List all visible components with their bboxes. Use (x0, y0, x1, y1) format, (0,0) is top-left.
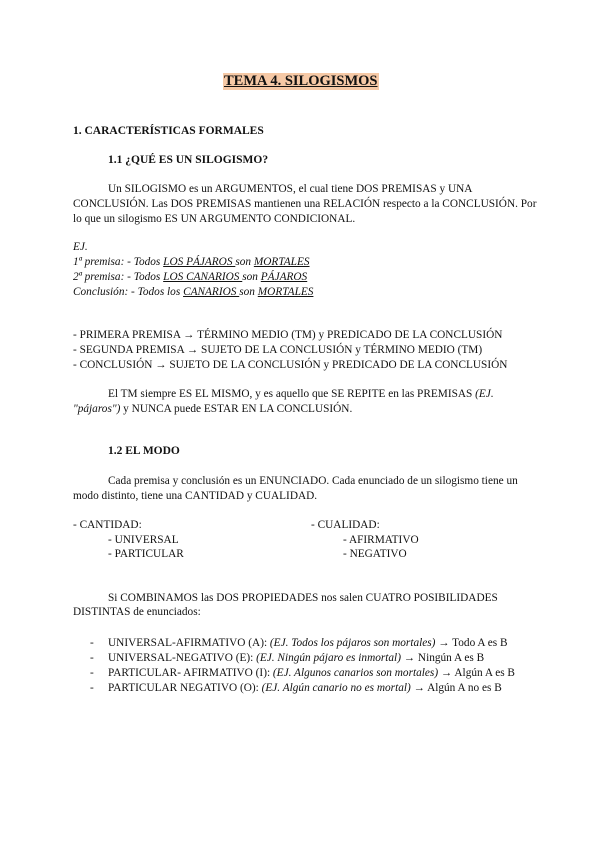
tm-paragraph-line: El TM siempre ES EL MISMO, y es aquello que SE REPITE en las PREMISAS (EJ. (108, 388, 494, 400)
role-line: - PRIMERA PREMISA → TÉRMINO MEDIO (TM) y PREDICADO DE LA CONCLUSIÓN (73, 329, 503, 341)
role-line: - CONCLUSIÓN → SUJETO DE LA CONCLUSIÓN y PREDICADO DE LA CONCLUSIÓN (73, 359, 508, 371)
paragraph-line: lo que un silogismo ES UN ARGUMENTO CONDICIONAL. (73, 213, 356, 225)
cualidad-item: - NEGATIVO (343, 548, 407, 560)
list-item: - PARTICULAR NEGATIVO (O): (EJ. Algún canario no es mortal) → Algún A no es B (90, 682, 502, 694)
list-item: - PARTICULAR- AFIRMATIVO (I): (EJ. Algunos canarios son mortales) → Algún A es B (90, 667, 515, 679)
cantidad-item: - UNIVERSAL (108, 534, 179, 546)
subsection-heading-1: 1.1 ¿QUÉ ES UN SILOGISMO? (108, 154, 269, 166)
combine-line: Si COMBINAMOS las DOS PROPIEDADES nos salen CUATRO POSIBILIDADES (108, 592, 498, 604)
paragraph-line: modo distinto, tiene una CANTIDAD y CUALIDAD. (73, 490, 318, 502)
paragraph-line: CONCLUSIÓN. Las DOS PREMISAS mantienen una RELACIÓN respecto a la CONCLUSIÓN. Por (73, 198, 537, 210)
cualidad-item: - AFIRMATIVO (343, 534, 419, 546)
cantidad-item: - PARTICULAR (108, 548, 184, 560)
section-heading: 1. CARACTERÍSTICAS FORMALES (73, 125, 264, 137)
cantidad-label: - CANTIDAD: (73, 519, 142, 531)
example-line: 2ª premisa: - Todos LOS CANARIOS son PÁJAROS (73, 271, 308, 283)
example-label: EJ. (73, 241, 88, 253)
paragraph-line: Cada premisa y conclusión es un ENUNCIADO. Cada enunciado de un silogismo tiene un (108, 475, 518, 487)
paragraph-line: Un SILOGISMO es un ARGUMENTOS, el cual tiene DOS PREMISAS y UNA (108, 183, 473, 195)
tm-paragraph-line: "pájaros") y NUNCA puede ESTAR EN LA CONCLUSIÓN. (73, 403, 353, 415)
role-line: - SEGUNDA PREMISA → SUJETO DE LA CONCLUSIÓN y TÉRMINO MEDIO (TM) (73, 344, 483, 356)
page-title: TEMA 4. SILOGISMOS (224, 73, 378, 89)
list-item: - UNIVERSAL-NEGATIVO (E): (EJ. Ningún pájaro es inmortal) → Ningún A es B (90, 652, 485, 664)
list-item: - UNIVERSAL-AFIRMATIVO (A): (EJ. Todos los pájaros son mortales) → Todo A es B (90, 637, 508, 649)
example-line: Conclusión: - Todos los CANARIOS son MORTALES (73, 286, 314, 298)
cualidad-label: - CUALIDAD: (311, 519, 380, 531)
combine-line: DISTINTAS de enunciados: (73, 606, 201, 618)
subsection-heading-2: 1.2 EL MODO (108, 445, 180, 457)
example-line: 1ª premisa: - Todos LOS PÁJAROS son MORTALES (73, 256, 310, 268)
